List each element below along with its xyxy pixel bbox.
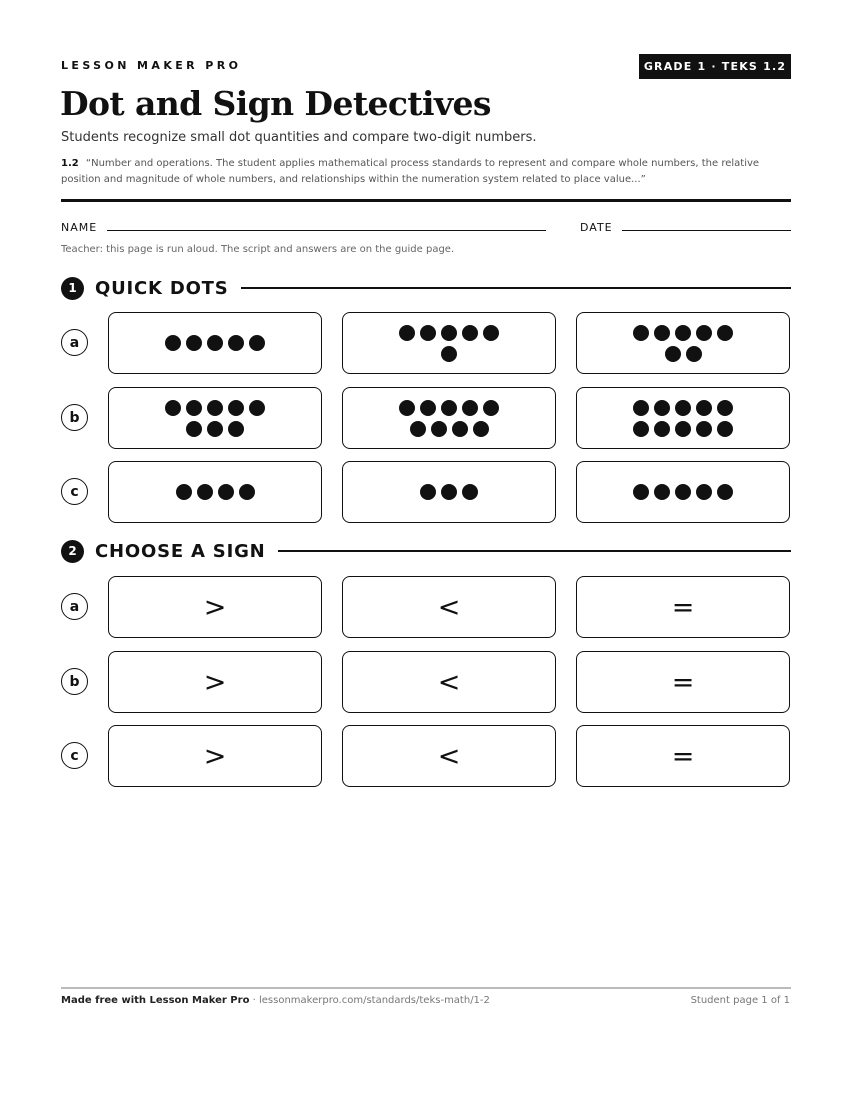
comparison-sign: = [671,591,695,623]
dot-row [665,346,702,362]
dot-card[interactable] [342,387,556,449]
comparison-sign: = [671,740,695,772]
dot [717,484,733,500]
comparison-sign: < [437,666,461,698]
sign-choice-card[interactable] [108,651,322,713]
comparison-sign: < [437,740,461,772]
dot [207,335,223,351]
footer-made-with: Made free with Lesson Maker Pro [61,995,250,1006]
section-title: QUICK DOTS [95,277,229,299]
dot [441,400,457,416]
sign-choice-card[interactable] [342,651,556,713]
dot [633,421,649,437]
dot [462,484,478,500]
row-label: a [61,329,88,356]
dot [654,484,670,500]
row-label: c [61,478,88,505]
date-field[interactable] [622,230,791,231]
page-title: Dot and Sign Detectives [60,84,491,123]
dot-row [399,325,499,341]
dot [654,325,670,341]
dot [228,421,244,437]
name-label: NAME [61,221,98,234]
dot-row [633,484,733,500]
dot [717,325,733,341]
sign-choice-card[interactable] [576,651,790,713]
dot [249,400,265,416]
dot [717,421,733,437]
dot [207,421,223,437]
dot-card[interactable] [576,312,790,374]
dot [228,400,244,416]
dot [696,400,712,416]
brand-name: LESSON MAKER PRO [61,59,242,72]
dot-row [633,421,733,437]
standard-text: “Number and operations. The student applies mathematical process standards to represent and compare whole numbers, the relative position and magnitude of whole numbers, and relationships within the numeration system related to place value...” [61,158,760,185]
section-quick-dots-header [61,276,791,300]
dot [462,325,478,341]
section-title: CHOOSE A SIGN [95,540,266,562]
standard-code: 1.2 [61,158,79,169]
dot [675,325,691,341]
dot [654,400,670,416]
dot [420,400,436,416]
dot [717,400,733,416]
dot [165,400,181,416]
dot [441,346,457,362]
dot [452,421,468,437]
section-number: 1 [61,277,84,300]
dot [186,400,202,416]
sign-choice-card[interactable] [108,576,322,638]
dot [483,325,499,341]
dot [186,421,202,437]
comparison-sign: > [203,666,227,698]
comparison-sign: > [203,591,227,623]
dot-row [399,400,499,416]
dot-row [633,400,733,416]
dot [207,400,223,416]
dot-row [165,400,265,416]
dot [483,400,499,416]
grade-badge: GRADE 1 · TEKS 1.2 [639,54,791,79]
date-label: DATE [580,221,613,234]
sign-choice-card[interactable] [108,725,322,787]
dot-card[interactable] [342,461,556,523]
row-label: b [61,668,88,695]
dot [399,325,415,341]
dot-card[interactable] [342,312,556,374]
sign-choice-card[interactable] [576,576,790,638]
dot-card[interactable] [576,387,790,449]
row-label: c [61,742,88,769]
dot-row [441,346,457,362]
footer-separator: · [249,995,259,1006]
name-field[interactable] [107,230,546,231]
dot [239,484,255,500]
comparison-sign: > [203,740,227,772]
dot [420,325,436,341]
dot-card[interactable] [108,461,322,523]
dot [633,325,649,341]
dot-card[interactable] [108,312,322,374]
dot-card[interactable] [108,387,322,449]
section-number: 2 [61,540,84,563]
dot [441,484,457,500]
dot [420,484,436,500]
dot [218,484,234,500]
page-subtitle: Students recognize small dot quantities and compare two-digit numbers. [61,130,537,145]
footer-credit [61,995,490,1006]
dot [462,400,478,416]
dot [186,335,202,351]
dot [249,335,265,351]
dot [431,421,447,437]
dot-row [633,325,733,341]
dot [633,400,649,416]
dot-row [176,484,255,500]
sign-choice-card[interactable] [342,725,556,787]
row-label: a [61,593,88,620]
dot [441,325,457,341]
row-label: b [61,404,88,431]
dot [696,325,712,341]
dot [675,484,691,500]
dot-row [410,421,489,437]
comparison-sign: = [671,666,695,698]
dot [675,400,691,416]
dot [696,421,712,437]
dot [228,335,244,351]
dot [410,421,426,437]
sign-choice-card[interactable] [576,725,790,787]
footer-url[interactable]: lessonmakerpro.com/standards/teks-math/1-2 [258,995,490,1006]
dot [165,335,181,351]
dot [675,421,691,437]
comparison-sign: < [437,591,461,623]
dot-row [186,421,244,437]
section-rule [278,550,791,552]
sign-choice-card[interactable] [342,576,556,638]
dot [665,346,681,362]
dot [473,421,489,437]
section-choose-sign-header [61,539,791,563]
header-divider [61,199,791,202]
dot [176,484,192,500]
section-rule [241,287,791,289]
dot [197,484,213,500]
dot-row [420,484,478,500]
dot [399,400,415,416]
standard-description [61,156,791,188]
dot [633,484,649,500]
teacher-note: Teacher: this page is run aloud. The script and answers are on the guide page. [61,244,455,255]
footer-page-number: Student page 1 of 1 [690,995,790,1006]
dot [686,346,702,362]
dot [696,484,712,500]
footer-divider [61,987,791,989]
dot-row [165,335,265,351]
dot [654,421,670,437]
dot-card[interactable] [576,461,790,523]
